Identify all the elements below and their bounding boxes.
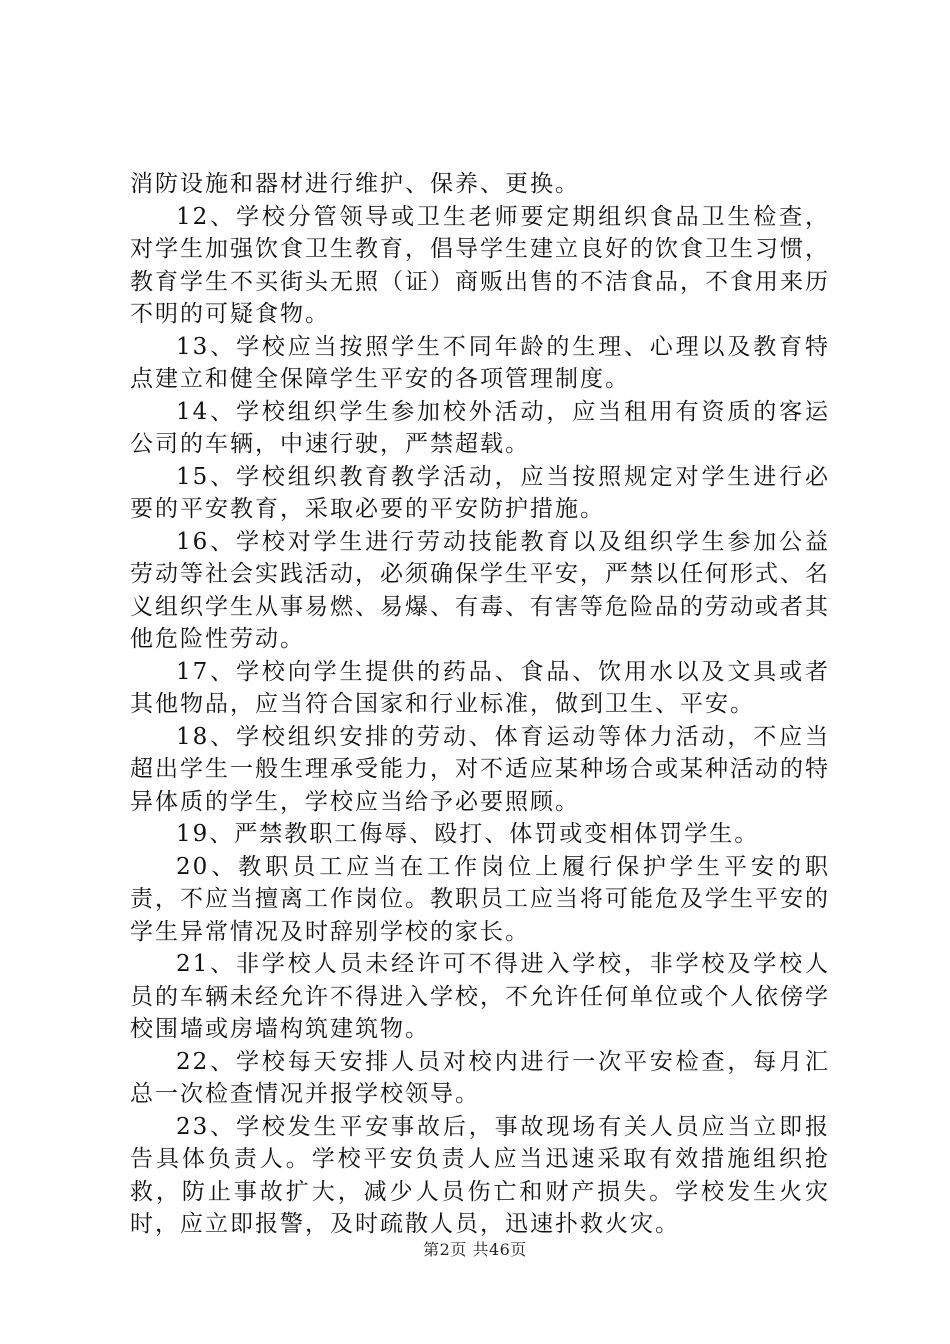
paragraph-item-17: 17、学校向学生提供的药品、食品、饮用水以及文具或者其他物品，应当符合国家和行业标准，做到卫生、平安。 [130, 658, 830, 717]
paragraph-item-12: 12、学校分管领导或卫生老师要定期组织食品卫生检查，对学生加强饮食卫生教育，倡导学生建立良好的饮食卫生习惯，教育学生不买街头无照（证）商贩出售的不洁食品，不食用来历不明的可疑食物。 [130, 203, 830, 327]
paragraph-item-14: 14、学校组织学生参加校外活动，应当租用有资质的客运公司的车辆，中速行驶，严禁超载。 [130, 398, 830, 457]
paragraph-item-15: 15、学校组织教育教学活动，应当按照规定对学生进行必要的平安教育，采取必要的平安防护措施。 [130, 463, 830, 522]
paragraph-item-18: 18、学校组织安排的劳动、体育运动等体力活动，不应当超出学生一般生理承受能力，对不适应某种场合或某种活动的特异体质的学生，学校应当给予必要照顾。 [130, 723, 830, 815]
paragraph-item-20: 20、教职员工应当在工作岗位上履行保护学生平安的职责，不应当擅离工作岗位。教职员工应当将可能危及学生平安的学生异常情况及时辞别学校的家长。 [130, 853, 830, 945]
paragraph-item-21: 21、非学校人员未经许可不得进入学校，非学校及学校人员的车辆未经允许不得进入学校，不允许任何单位或个人依傍学校围墙或房墙构筑建筑物。 [130, 951, 830, 1042]
paragraph-item-13: 13、学校应当按照学生不同年龄的生理、心理以及教育特点建立和健全保障学生平安的各项管理制度。 [130, 333, 830, 392]
document-body [130, 168, 830, 1241]
paragraph-item-19: 19、严禁教职工侮辱、殴打、体罚或变相体罚学生。 [176, 821, 760, 847]
paragraph-item-23: 23、学校发生平安事故后，事故现场有关人员应当立即报告具体负责人。学校平安负责人应当迅速采取有效措施组织抢救，防止事故扩大，减少人员伤亡和财产损失。学校发生火灾时，应立即报警，及时疏散人员，迅速扑救火灾。 [130, 1113, 830, 1237]
page-number-footer: 第2页 共46页 [423, 1240, 527, 1259]
paragraph-item-22: 22、学校每天安排人员对校内进行一次平安检查，每月汇总一次检查情况并报学校领导。 [130, 1048, 830, 1107]
paragraph-continuation: 消防设施和器材进行维护、保养、更换。 [130, 171, 580, 197]
paragraph-item-16: 16、学校对学生进行劳动技能教育以及组织学生参加公益劳动等社会实践活动，必须确保学生平安，严禁以任何形式、名义组织学生从事易燃、易爆、有毒、有害等危险品的劳动或者其他危险性劳动。 [130, 528, 830, 652]
